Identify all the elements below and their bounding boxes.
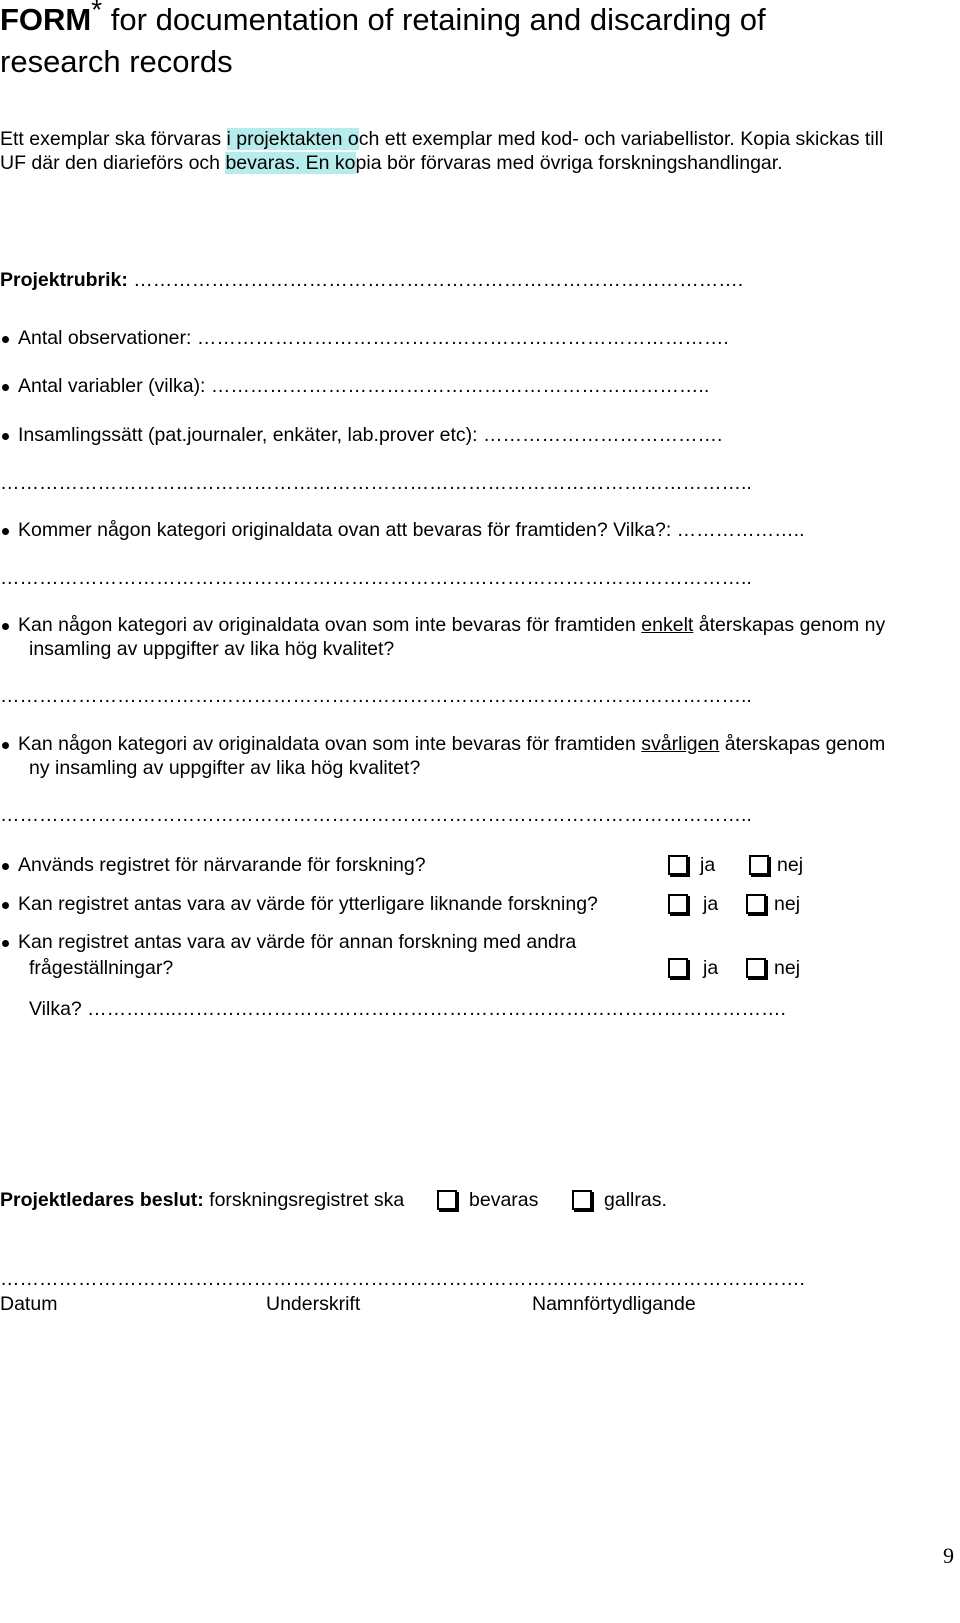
fill-line: ……………………………………………………………………….: [191, 327, 729, 349]
intro-text: Ett exemplar ska förvaras: [0, 128, 227, 150]
intro-highlight: bevaras. En ko: [225, 152, 356, 174]
underlined-word: svårligen: [641, 733, 720, 755]
intro-text: ch ett exemplar med kod- och variabellistor. Kopia skickas till: [358, 128, 884, 150]
fill-line: ……………………………….: [477, 424, 723, 446]
question-text: återskapas genom: [719, 733, 886, 755]
vilka-field[interactable]: Vilka? …………..………………………………………………………………………………….: [29, 998, 786, 1020]
form-title-line2: research records: [0, 44, 233, 79]
nej-checkbox[interactable]: [749, 855, 769, 875]
intro-text: pia bör förvaras med övriga forskningshandlingar.: [355, 152, 783, 174]
nej-checkbox[interactable]: [746, 894, 766, 914]
underlined-word: enkelt: [641, 614, 694, 636]
bevaras-checkbox[interactable]: [437, 1190, 457, 1210]
page-number: 9: [943, 1543, 954, 1568]
decision-label: Projektledares beslut:: [0, 1189, 204, 1211]
datum-label: Datum: [0, 1293, 58, 1315]
bevaras-label: bevaras: [469, 1189, 539, 1211]
question-text: Kan någon kategori av originaldata ovan som inte bevaras för framtiden: [18, 614, 642, 636]
gallras-checkbox[interactable]: [572, 1190, 592, 1210]
intro-highlight: i projektakten o: [226, 128, 359, 150]
question-text: Används registret för närvarande för forskning?: [18, 854, 426, 876]
field-label: Kommer någon kategori originaldata ovan att bevaras för framtiden? Vilka?:: [18, 519, 672, 541]
nej-label: nej: [774, 957, 801, 979]
ja-checkbox[interactable]: [668, 855, 688, 875]
ja-label: ja: [700, 854, 716, 876]
field-label: Insamlingssätt (pat.journaler, enkäter, lab.prover etc):: [18, 424, 478, 446]
question-text-line2: frågeställningar?: [29, 957, 174, 979]
question-text: Kan registret antas vara av värde för ytterligare liknande forskning?: [18, 893, 598, 915]
footnote-star: *: [91, 0, 103, 25]
projektledares-beslut: [0, 1188, 404, 1212]
form-title: [0, 0, 766, 40]
field-label: Antal variabler (vilka):: [18, 375, 206, 397]
ja-checkbox[interactable]: [668, 958, 688, 978]
nej-label: nej: [777, 854, 804, 876]
title-rest: for documentation of retaining and discarding of: [102, 2, 766, 37]
projektrubrik-label: Projektrubrik:: [0, 269, 128, 291]
ja-label: ja: [703, 893, 719, 915]
intro-line-1: [0, 127, 883, 151]
namnfortydligande-label: Namnförtydligande: [532, 1293, 696, 1315]
gallras-label: gallras.: [604, 1189, 667, 1211]
question-text: Kan registret antas vara av värde för annan forskning med andra: [18, 931, 577, 953]
nej-checkbox[interactable]: [746, 958, 766, 978]
form-word: FORM: [0, 2, 92, 37]
ja-label: ja: [703, 957, 719, 979]
fill-line[interactable]: ……………………………………………………………………………………………………..: [0, 472, 752, 494]
fill-line: …………………………………………………………………..: [205, 375, 710, 397]
fill-line[interactable]: ……………………………………………………………………………………………………..: [0, 567, 752, 589]
decision-text: forskningsregistret ska: [203, 1189, 405, 1211]
fill-line[interactable]: ……………………………………………………………………………………………………..: [0, 804, 752, 826]
question-text-line2: ny insamling av uppgifter av lika hög kvalitet?: [29, 757, 421, 779]
question-text: återskapas genom ny: [693, 614, 886, 636]
underskrift-label: Underskrift: [266, 1293, 361, 1315]
intro-line-2: [0, 151, 783, 175]
nej-label: nej: [774, 893, 801, 915]
projektrubrik-field[interactable]: [0, 268, 743, 292]
fill-line: ………………..: [671, 519, 805, 541]
signature-line[interactable]: …………………………………………………………………………………………………………….: [0, 1268, 805, 1290]
intro-text: UF där den diarieförs och: [0, 152, 226, 174]
fill-line: ………………………………………………………………………………….: [127, 269, 744, 291]
question-text-line2: insamling av uppgifter av lika hög kvalitet?: [29, 638, 395, 660]
field-label: Antal observationer:: [18, 327, 192, 349]
ja-checkbox[interactable]: [668, 894, 688, 914]
fill-line[interactable]: ……………………………………………………………………………………………………..: [0, 685, 752, 707]
question-text: Kan någon kategori av originaldata ovan som inte bevaras för framtiden: [18, 733, 642, 755]
